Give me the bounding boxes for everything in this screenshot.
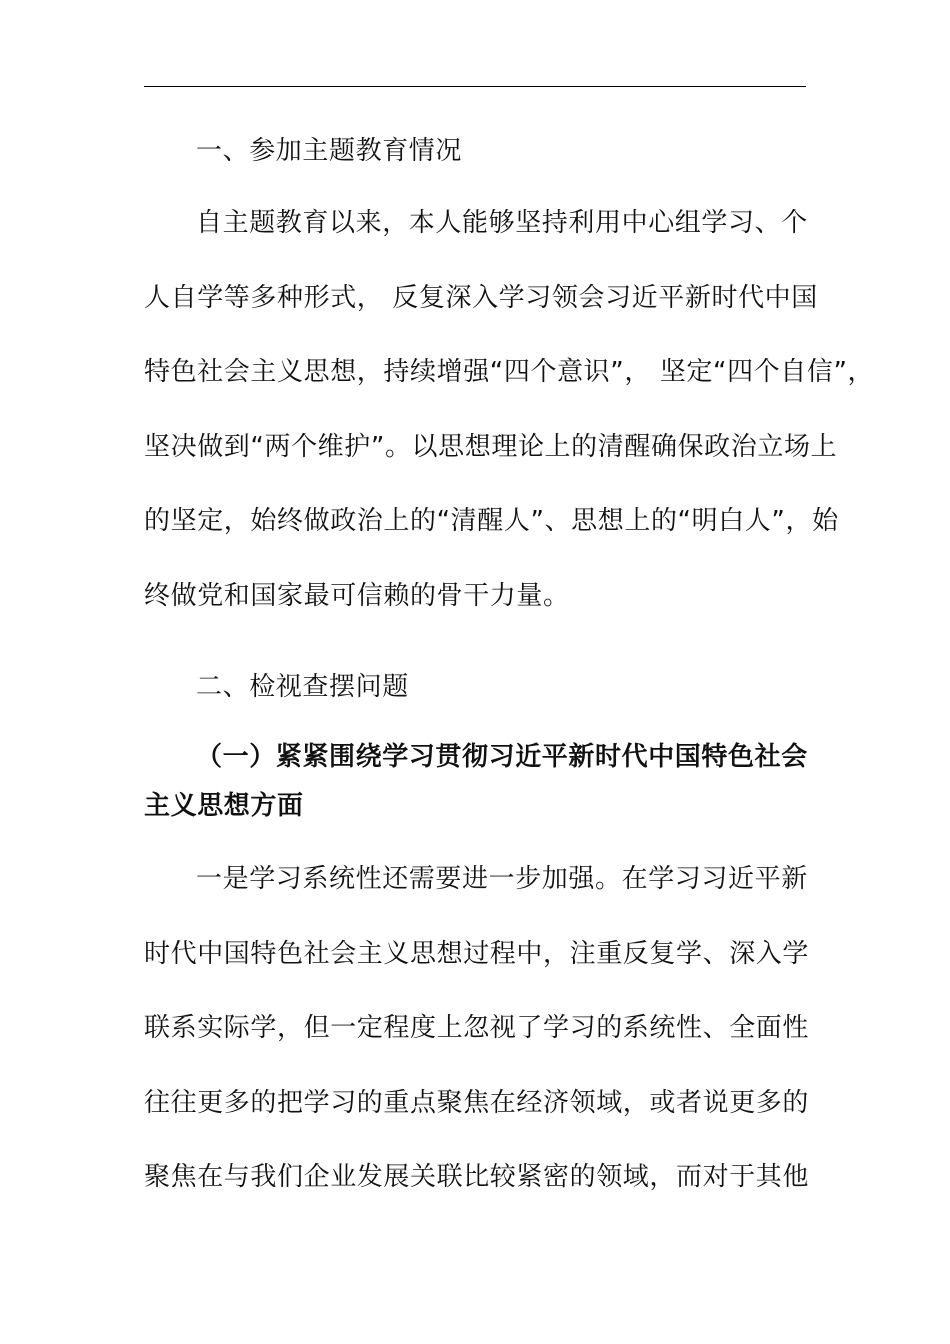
paragraph-line: 终做党和国家最可信赖的骨干力量。 [144, 581, 570, 611]
paragraph-line: 往往更多的把学习的重点聚焦在经济领域，或者说更多的 [144, 1088, 810, 1118]
header-rule [144, 86, 806, 87]
paragraph-line: 一是学习系统性还需要进一步加强。在学习习近平新 [196, 864, 808, 894]
paragraph-line: 人自学等多种形式， 反复深入学习领会习近平新时代中国 [144, 283, 818, 313]
paragraph-line: 时代中国特色社会主义思想过程中，注重反复学、深入学 [144, 939, 810, 969]
paragraph-line: 特色社会主义思想，持续增强“四个意识”， 坚定“四个自信”， [144, 357, 875, 387]
paragraph-line: 坚决做到“两个维护”。以思想理论上的清醒确保政治立场上 [144, 432, 838, 462]
subheading-line: （一）紧紧围绕学习贯彻习近平新时代中国特色社会 [196, 742, 808, 772]
paragraph-line: 联系实际学，但一定程度上忽视了学习的系统性、全面性 [144, 1013, 810, 1043]
paragraph-line: 的坚定，始终做政治上的“清醒人”、思想上的“明白人”，始 [144, 506, 839, 536]
subheading-line: 主义思想方面 [144, 791, 304, 821]
section-heading-1: 一、参加主题教育情况 [196, 136, 463, 166]
paragraph-line: 聚焦在与我们企业发展关联比较紧密的领域，而对于其他 [144, 1162, 810, 1192]
paragraph-line: 自主题教育以来，本人能够坚持利用中心组学习、个 [196, 208, 808, 238]
section-heading-2: 二、检视查摆问题 [196, 672, 409, 702]
